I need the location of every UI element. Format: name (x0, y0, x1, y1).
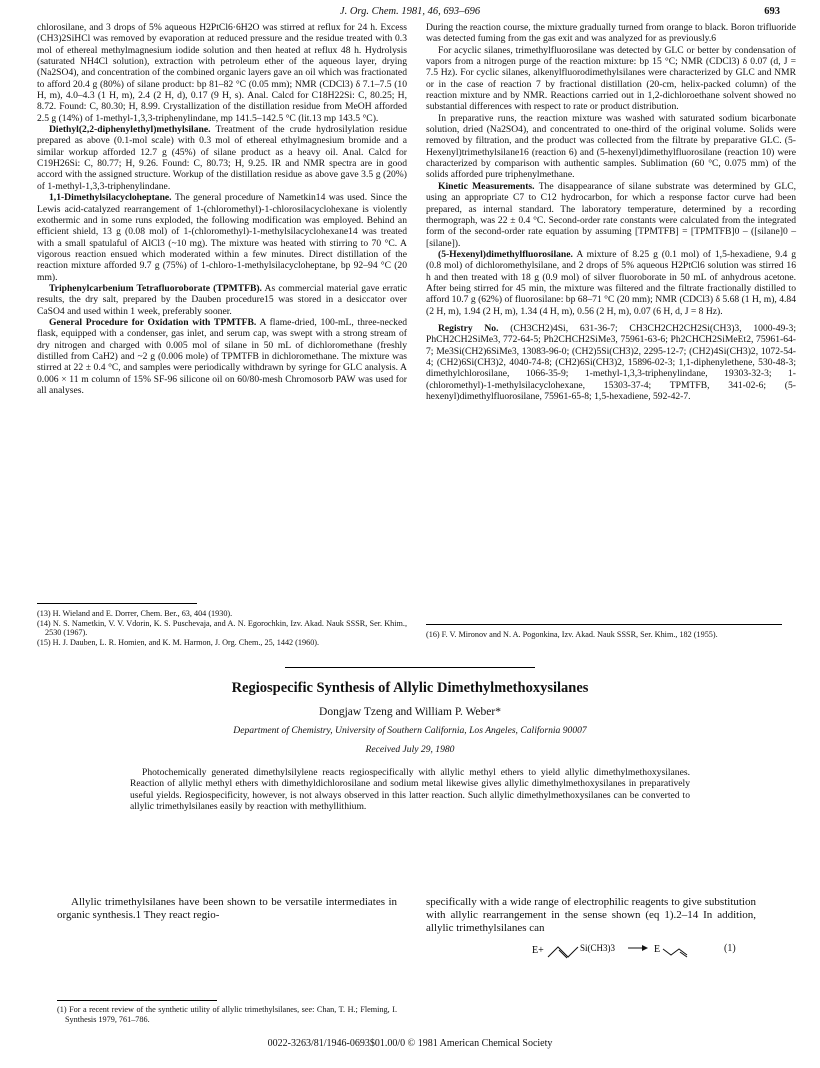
paragraph: During the reaction course, the mixture gradually turned from orange to black. Boron trifluoride was detected fuming from the gas exit and was analyzed for as previously.6 (426, 22, 796, 45)
section-head: Diethyl(2,2-diphenylethyl)methylsilane. (49, 124, 211, 136)
page-number: 693 (764, 6, 780, 17)
double-bond (559, 950, 567, 958)
allyl-chain (548, 947, 578, 957)
silyl-group: Si(CH3)3 (580, 943, 616, 953)
paragraph-body: (CH3CH2)4Si, 631-36-7; CH3CH2CH2CH2Si(CH3)3, 1000-49-3; PhCH2CH2SiMe3, 772-64-5; Ph2CHCH2SiMe3, 75961-63-6; Ph2CHCH2SiMeEt2, 75961-64-7; Me3Si(CH2)6SiMe3, 13083-96-0; (CH2)5Si(CH3)2, 2295-12-7; (CH2)4Si(CH3)2, 1072-54-4; (CH2)6Si(CH3)2, 4040-74-8; (CH2)6Si(CH3)2, 15896-02-3; 1,1-diphenylethene, 530-48-3; dimethylchlorosilane, 1066-35-9; 1-methyl-1,3,3-triphenylindane, 19303-32-3; 1-(chloromethyl)-1-methylsilacyclohexane, 15303-37-4; TPMTFB, 341-02-6; (5-hexenyl)dimethylfluorosilane, 75961-65-8; 1,5-hexadiene, 592-42-7. (426, 322, 797, 402)
paragraph (426, 249, 796, 317)
equation-number: (1) (724, 943, 736, 954)
footnote: (14) N. S. Nametkin, V. V. Vdorin, K. S. Puschevaja, and A. N. Egorochkin, Izv. Akad. Nauk SSSR, Ser. Khim., 2530 (1967). (37, 618, 407, 638)
article-authors: Dongjaw Tzeng and William P. Weber* (319, 706, 501, 718)
paragraph (426, 181, 796, 249)
paragraph: For acyclic silanes, trimethylfluorosilane was detected by GLC or better by condensation of vapors from a nitrogen purge of the reaction mixture: bp 15 °C; NMR (CDCl3) δ 0.07 (d, J = 7.5 Hz). For cyclic silanes, alkenylfluorodimethylsilanes were characterized by GLC and NMR or in the case of reaction 7 by fractional distillation (20-cm, helix-packed column) of the reaction mixture and by NMR. Reactions carried out in 1,2-dichloroethane solvent showed no substantial differences with respect to rate or product distribution. (426, 44, 796, 113)
registry-paragraph (426, 323, 796, 402)
paragraph-body: The disappearance of silane substrate was determined by GLC, using an appropriate C7 to C12 hydrocarbon, for which a response factor curve had been prepared, as internal standard. The laboratory temperature, determined by a recording thermograph, was 22 ± 0.4 °C. Second-order rate constants were calculated from the integrated form of the second-order rate equation by assuming [TPMTFB] = [TPMTFB]0 – ([silane]0 – [silane]). (426, 180, 796, 249)
arrow-head-icon (642, 945, 648, 951)
paragraph (37, 283, 407, 317)
paragraph: In preparative runs, the reaction mixture was washed with saturated sodium bicarbonate solution, dried (Na2SO4), and concentrated to one-third of the original volume. Solids were removed by filtration, and the product was collected from the filtrate by preparative GLC. (5-Hexenyl)trimethylsilane16 (reaction 6) and (5-hexenyl)dimethylfluorosilane (reaction 10) were characterized by comparison with authentic samples. Sublimation (60 °C, 0.075 mm) of the solids afforded pure triphenylmethane. (426, 112, 796, 181)
received-date: Received July 29, 1980 (365, 744, 455, 755)
footnote-1 (57, 1005, 397, 1024)
footnote: (1) For a recent review of the synthetic utility of allylic trimethylsilanes, see: Chan, T. H.; Fleming, I. Synthesis 1979, 761–786. (57, 1005, 397, 1024)
intro-right: specifically with a wide range of electrophilic reagents to give substitution with allylic rearrangement in the sense shown (eq 1).2–14 In addition, allylic trimethylsilanes can (426, 896, 756, 935)
footnote: (16) F. V. Mironov and N. A. Pogonkina, Izv. Akad. Nauk SSSR, Ser. Khim., 182 (1955). (426, 630, 718, 639)
paragraph (37, 317, 407, 396)
paragraph: chlorosilane, and 3 drops of 5% aqueous H2PtCl6·6H2O was stirred at reflux for 24 h. Excess (CH3)2SiHCl was removed by evaporation at reduced pressure and the residue treated with 0.3 mol of ethereal methylmagnesium iodide solution and then heated at reflux 48 h. Hydrolysis (saturated NH4Cl solution), extraction with petroleum ether of the aqueous layer, drying (Na2SO4), and concentration of the combined organic layers gave an oil which was fractionated to afford 20.4 g (80%) of silane product: bp 81–82 °C (0.05 mm); NMR (CDCl3) δ 7.1–7.5 (10 H, m), 4.0–4.3 (1 H, m), 2.4 (2 H, d), 0.17 (9 H, s). Anal. Calcd for C18H22Si: C, 80.25; H, 8.72. Found: C, 80.30; H, 8.99. Crystallization of the distillation residue from MeOH afforded 2.5 g (14%) of 1-methyl-1,3,3-triphenylindane, mp 141.5–142.5 °C (lit.13 mp 143.5 °C). (37, 22, 407, 124)
paragraph-body: As commercial material gave erratic results, the dry salt, prepared by the Dauben procedure15 was stored in a desiccator over CaSO4 and used within 1 week, preferably sooner. (37, 282, 408, 317)
footnote-rule (37, 603, 197, 604)
product-e-label: E (654, 944, 661, 955)
section-head: Triphenylcarbenium Tetrafluoroborate (TPMTFB). (49, 282, 262, 294)
copyright-footer: 0022-3263/81/1946-0693$01.00/0 © 1981 American Chemical Society (267, 1038, 553, 1049)
paragraph-body: The general procedure of Nametkin14 was used. Since the Lewis acid-catalyzed rearrangement of 1-(chloromethyl)-1-chlorosilacyclohexane is violently exothermic and in some runs exploded, the following modification was employed. Behind an efficient shield, 13 g (0.08 mol) of 1-(chloromethyl)-1-methylsilacyclohexane14 was treated with a small spatulaful of AlCl3 (~10 mg). The mixture was heated with stirring to 70 °C. A vigorous reaction ensued which moderated within a few minutes. Direct distillation of the reaction mixture afforded 9.7 g (75%) of 1-chloro-1-methylsilacycloheptane, bp 92–94 °C (20 mm). (37, 192, 407, 283)
section-head: Registry No. (438, 322, 499, 334)
footnotes-right (426, 630, 782, 640)
footnote: (15) H. J. Dauben, L. R. Homien, and K. M. Harmon, J. Org. Chem., 25, 1442 (1960). (37, 637, 320, 647)
section-head: Kinetic Measurements. (438, 180, 535, 192)
paragraph-body: A mixture of 8.25 g (0.1 mol) of 1,5-hexadiene, 9.4 g (0.8 mol) of dichloromethylsilane, and 2 drops of 5% aqueous H2PtCl6 solution was stirred 16 h and then treated with 18 g (0.9 mol) of silver fluoroborate in 50 mL of anhydrous acetone. After being stirred for 45 min, the mixture was filtered and the filtrate fractionally distilled to afford 10.7 g (62%) of fluorosilane: bp 68–71 °C (20 mm); NMR (CDCl3) δ 5.68 (1 H, m), 4.84 (2 H, m), 1.94 (2 H, m), 1.34 (4 H, m), 0.56 (2 H, m), 0.07 (6 H, d, J = 8 Hz). (426, 248, 796, 317)
article-affiliation: Department of Chemistry, University of Southern California, Los Angeles, California 90007 (233, 725, 587, 736)
article-separator (285, 667, 535, 668)
running-header: J. Org. Chem. 1981, 46, 693–696 (339, 6, 481, 17)
paragraph-body: A flame-dried, 100-mL, three-necked flask, equipped with a condenser, gas inlet, and serum cap, was swept with a strong stream of dry nitrogen and charged with 0.005 mol of silane in 50 mL of dichloromethane (freshly distilled from CaH2) and ~2 g (0.006 mole) of TPMTFB in dichloromethane. The mixture was stirred at 22 ± 0.4 °C, and samples were periodically withdrawn by syringe for GLC analysis. A 0.006 × 11 m column of 15% SF-96 silicone oil on 60/80-mesh Chromosorb PAW was used for all analyses. (37, 316, 408, 396)
article-title: Regiospecific Synthesis of Allylic Dimethylmethoxysilanes (231, 680, 589, 696)
paragraph (37, 192, 407, 283)
section-head: 1,1-Dimethylsilacycloheptane. (49, 192, 172, 204)
electrophile-label: E+ (532, 945, 544, 956)
footnote: (13) H. Wieland and E. Dorrer, Chem. Ber., 63, 404 (1930). (37, 609, 233, 618)
paragraph-body: Treatment of the crude hydrosilylation residue prepared as above (0.1-mol scale) with 0.3 mol of ethereal ethylmagnesium bromide and a similar workup afforded 12.7 g (45%) of silane product as a heavy oil. Anal. Calcd for C19H26Si: C, 80.77; H, 9.26. Found: C, 80.73; H, 9.25. IR and NMR spectra are in good accord with the assigned structure. Workup of the distillation residue as above gave 3.5 g (20%) of 1-methyl-1,3,3-triphenylindane. (37, 124, 407, 192)
right-column (426, 22, 796, 402)
left-column (37, 22, 407, 396)
paragraph (37, 124, 407, 192)
section-head: General Procedure for Oxidation with TPMTFB. (49, 316, 257, 328)
footnotes-left (37, 609, 407, 647)
intro-left: Allylic trimethylsilanes have been shown to be versatile intermediates in organic synthesis.1 They react regio- (57, 896, 397, 922)
footnote-rule (57, 1000, 217, 1001)
section-head: (5-Hexenyl)dimethylfluorosilane. (438, 248, 573, 260)
abstract: Photochemically generated dimethylsilylene reacts regiospecifically with allylic methyl ethers to yield allylic dimethylmethoxysilanes. Reaction of allylic methyl ethers with dimethyldichlorosilane and sodium metal likewise gives allylic dimethylmethoxysilanes in preparatively useful yields. Regiospecificity, however, is not always observed in this latter reaction. Such allylic dimethylmethoxysilanes can be converted to allylic trimethylsilanes easily by reaction with methyllithium. (130, 767, 690, 813)
footnote-rule (426, 624, 782, 625)
